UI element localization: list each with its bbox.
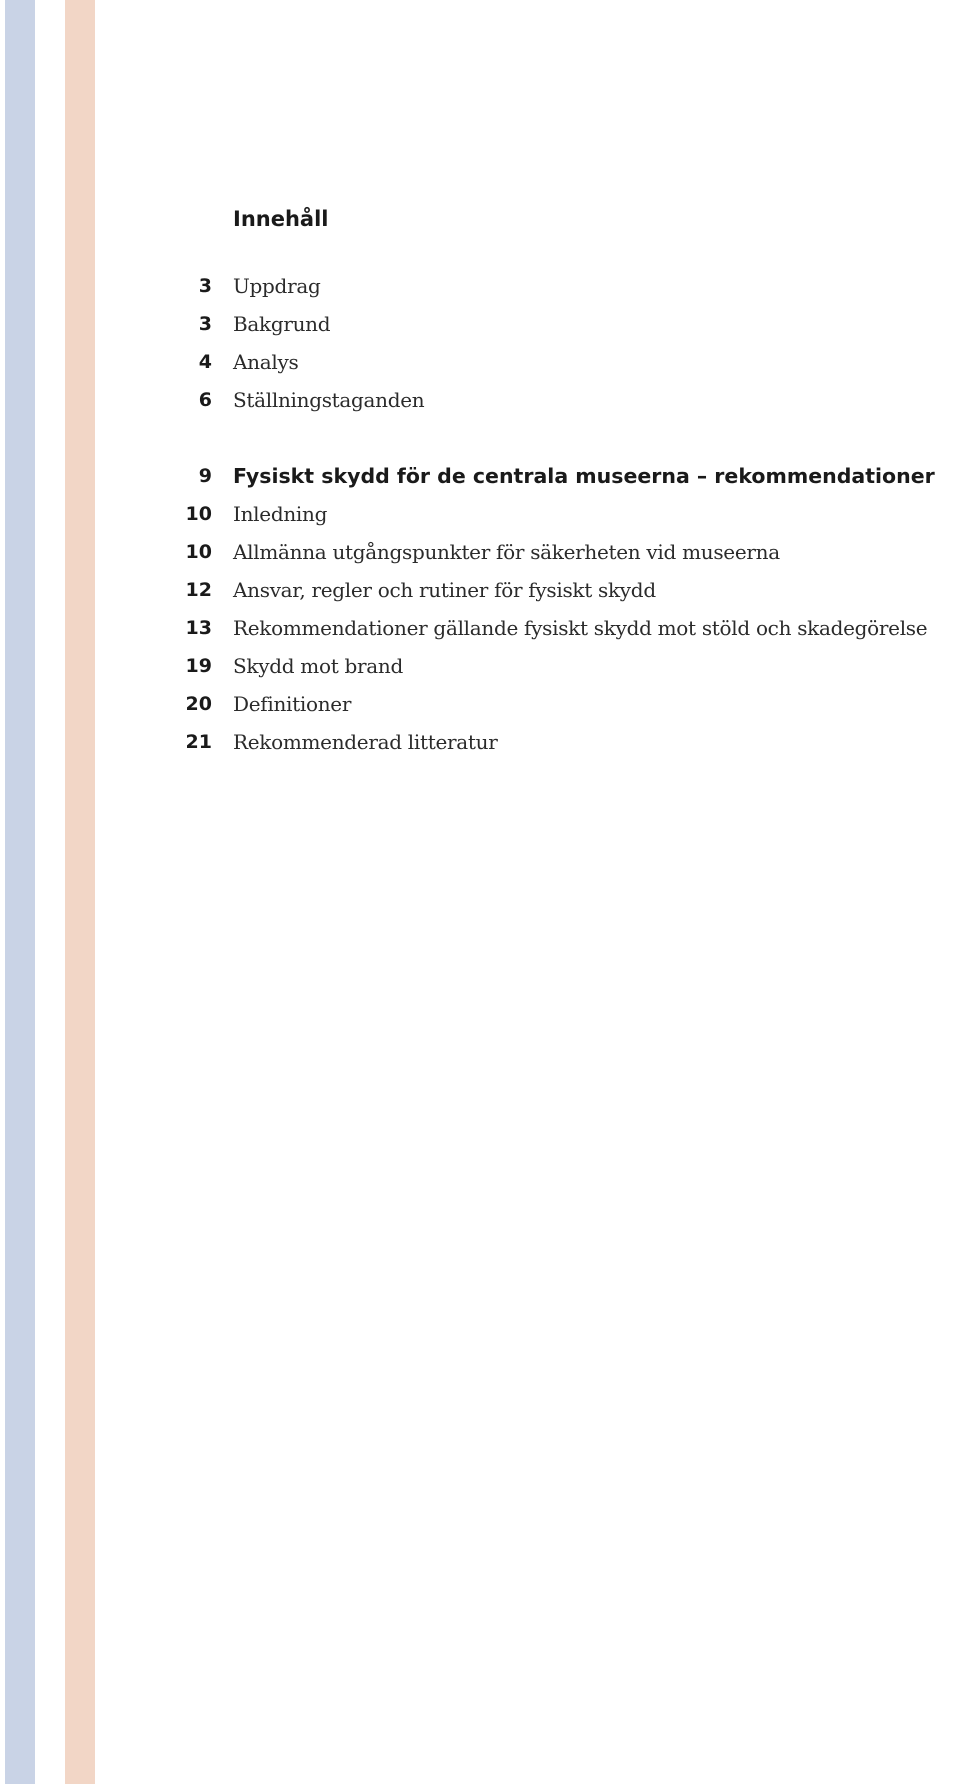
toc-entry-title: Allmänna utgångspunkter för säkerheten vid museerna [233,540,780,564]
toc-entry-title: Rekommendationer gällande fysiskt skydd mot stöld och skadegörelse [233,616,928,640]
toc-section-title: Fysiskt skydd för de centrala museerna – rekommendationer [233,464,935,488]
toc-entry-title: Bakgrund [233,312,331,336]
toc-entry-title: Definitioner [233,692,352,716]
toc-entry-title: Inledning [233,502,328,526]
toc-entry[interactable] [0,647,960,685]
toc-entry[interactable] [0,381,960,419]
toc-page-number: 6 [198,389,212,411]
toc-entry[interactable] [0,343,960,381]
toc-page-number: 20 [185,693,212,715]
toc-page-number: 21 [185,731,212,753]
toc-page-number: 3 [198,275,212,297]
toc-entry[interactable] [0,609,960,647]
toc-page-number: 19 [185,655,212,677]
toc-page-number: 4 [198,351,212,373]
toc-page-number: 10 [185,541,212,563]
toc-heading: Innehåll [233,207,329,231]
toc-entry[interactable] [0,685,960,723]
toc-entry[interactable] [0,723,960,761]
toc-entry[interactable] [0,495,960,533]
toc-entry[interactable] [0,533,960,571]
toc-page-number: 13 [185,617,212,639]
toc-entry-title: Ansvar, regler och rutiner för fysiskt skydd [233,578,656,602]
toc-page-number: 10 [185,503,212,525]
toc-entry-title: Skydd mot brand [233,654,403,678]
toc-entry-title: Rekommenderad litteratur [233,730,498,754]
toc-entry-section[interactable] [0,457,960,495]
toc-page-number: 12 [185,579,212,601]
toc-entry-title: Ställningstaganden [233,388,425,412]
toc-page-number: 3 [198,313,212,335]
toc-entry[interactable] [0,305,960,343]
toc-entry[interactable] [0,571,960,609]
toc-entry-title: Analys [233,350,299,374]
toc-entry-title: Uppdrag [233,274,321,298]
toc-page-number: 9 [198,465,212,487]
toc-entry[interactable] [0,267,960,305]
